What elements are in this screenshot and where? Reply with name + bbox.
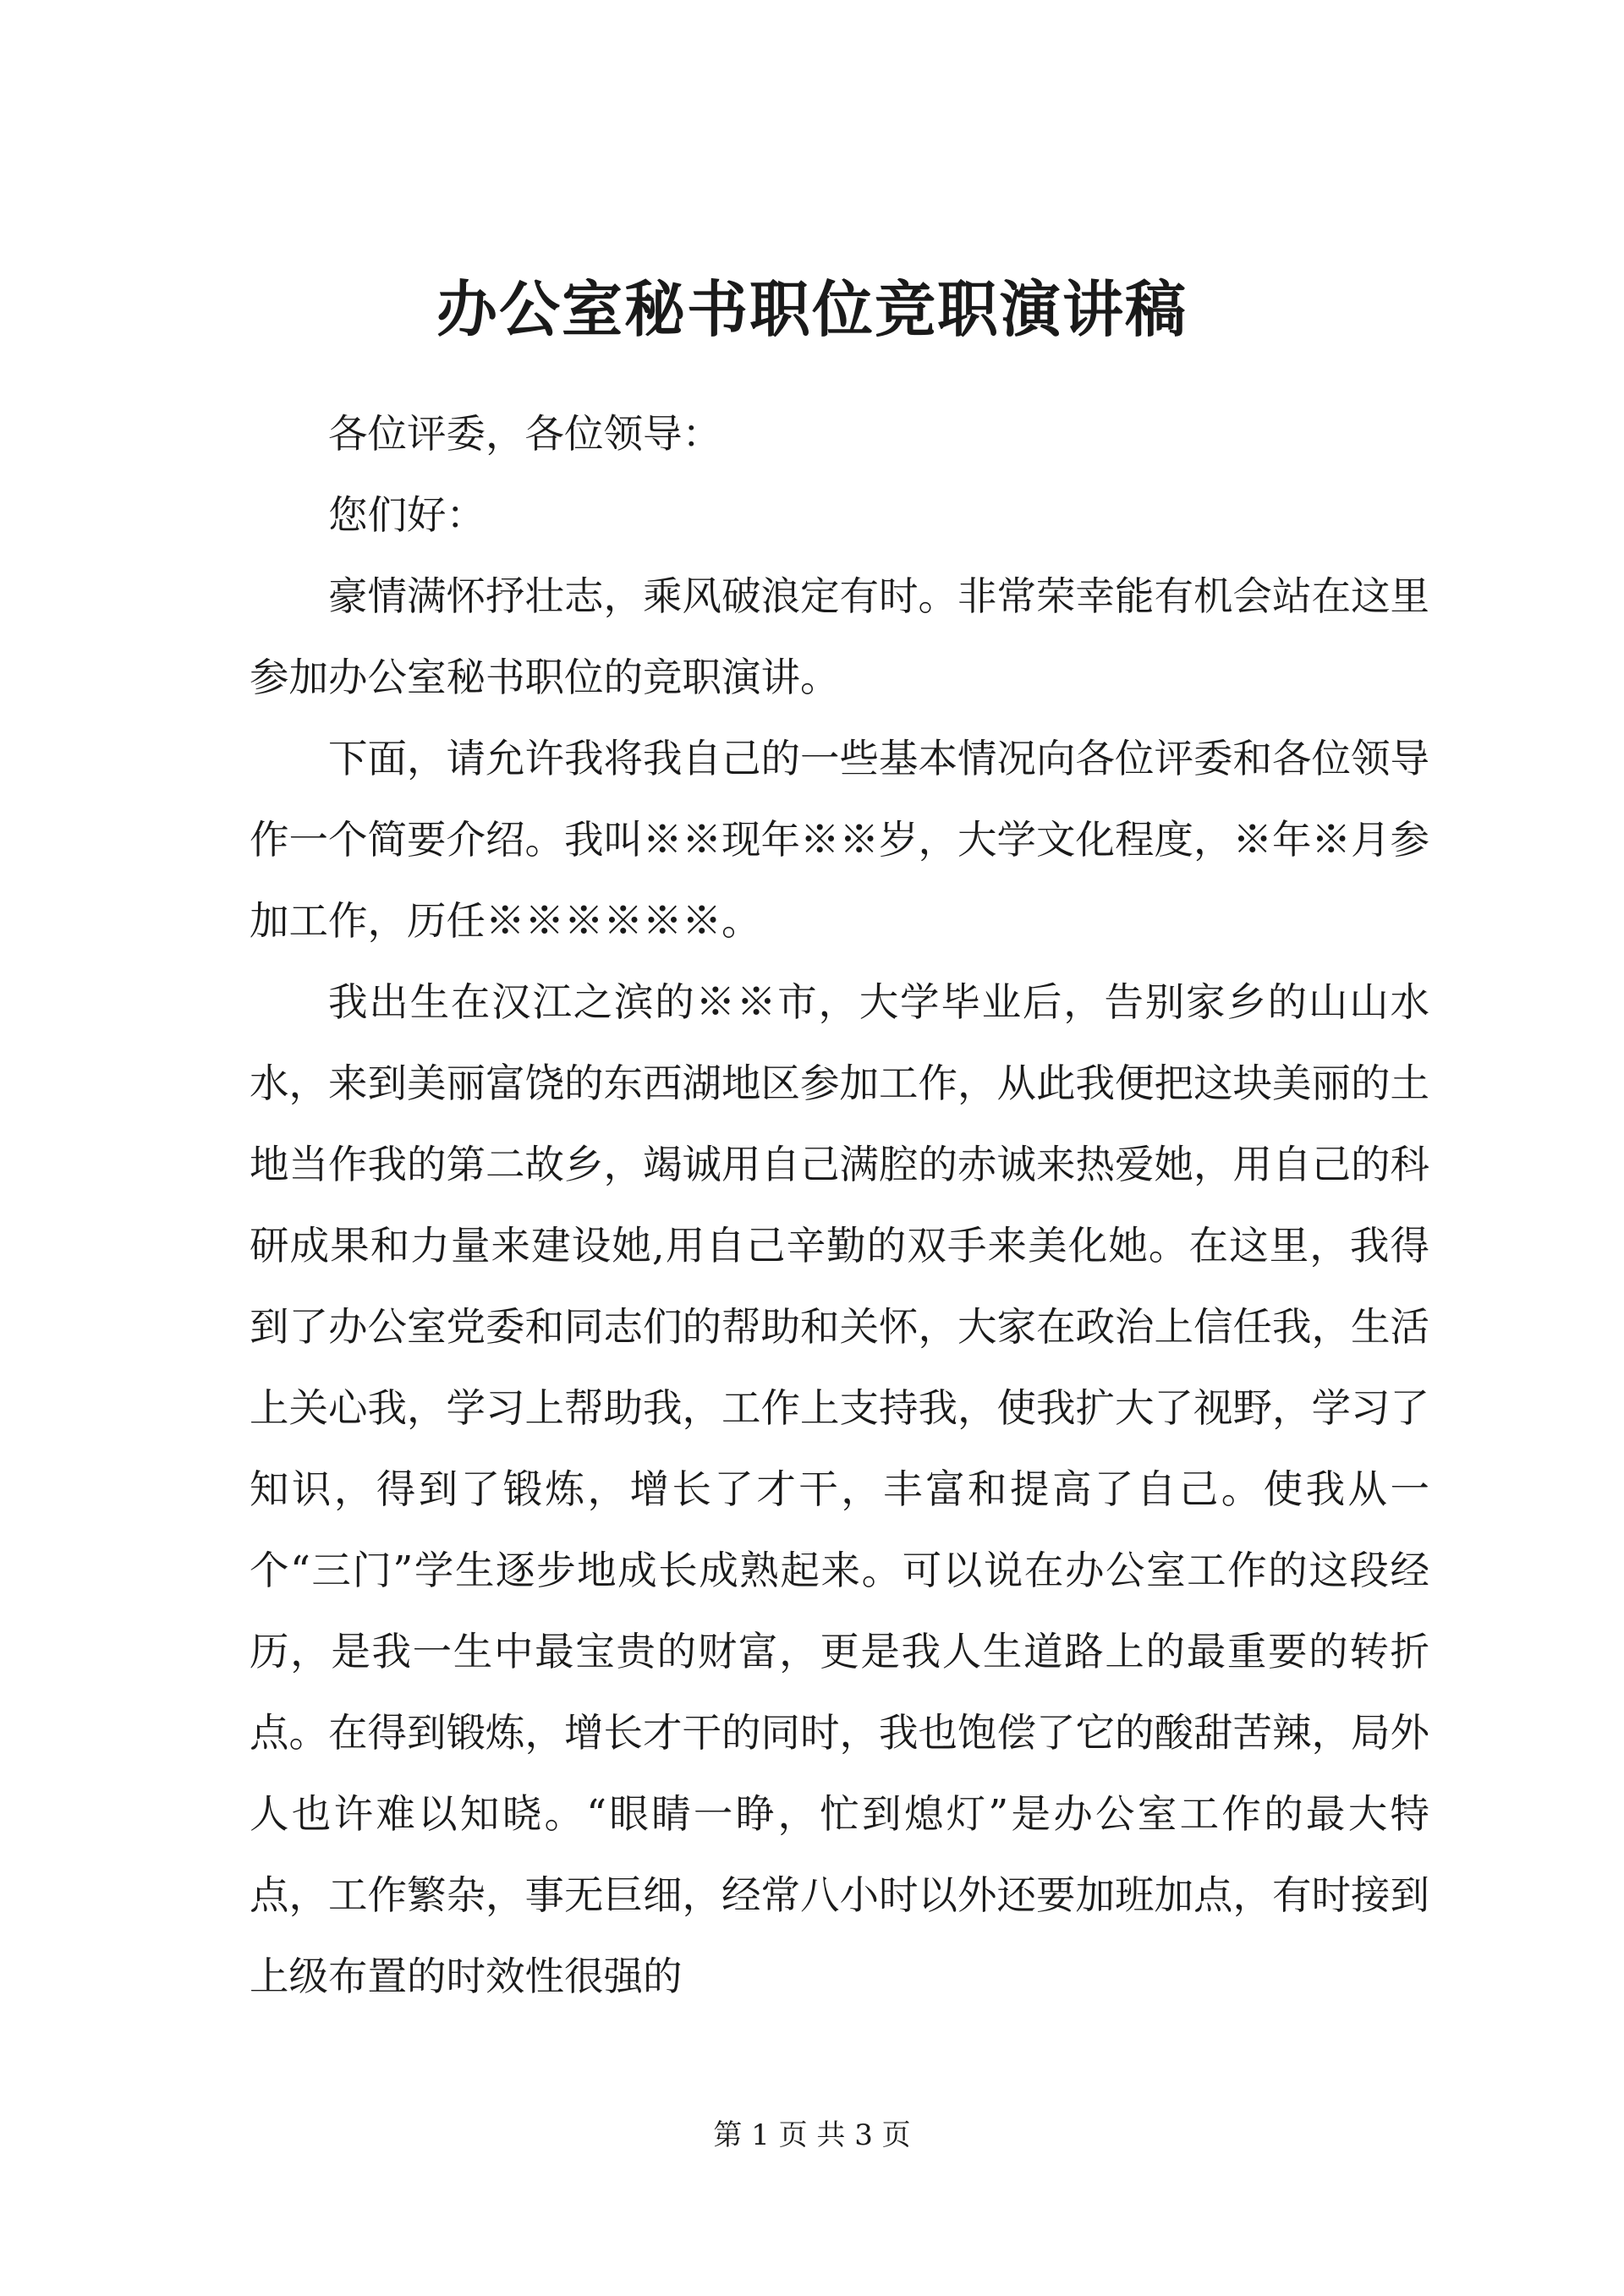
paragraph-greeting: 您们好： bbox=[328, 492, 486, 538]
paragraph-self-introduction: 下面，请允许我将我自己的一些基本情况向各位评委和各位领导作一个简要介绍。我叫※※现年※※岁，大学文化程度，※年※月参加工作，历任※※※※※※。 bbox=[250, 736, 1429, 944]
paragraph-salutation: 各位评委，各位领导： bbox=[328, 411, 721, 457]
page-number: 第 1 页 共 3 页 bbox=[713, 2118, 911, 2152]
document-title: 办公室秘书职位竞职演讲稿 bbox=[436, 273, 1188, 345]
document-body bbox=[250, 393, 1429, 2017]
paragraph-opening: 豪情满怀抒壮志，乘风破浪定有时。非常荣幸能有机会站在这里参加办公室秘书职位的竞职演讲。 bbox=[250, 573, 1429, 700]
paragraph-background: 我出生在汉江之滨的※※市，大学毕业后，告别家乡的山山水水，来到美丽富饶的东西湖地区参加工作，从此我便把这块美丽的土地当作我的第二故乡，竭诚用自己满腔的赤诚来热爱她，用自己的科研成果和力量来建设她,用自己辛勤的双手来美化她。在这里，我得到了办公室党委和同志们的帮助和关怀，大家在政治上信任我，生活上关心我，学习上帮助我，工作上支持我，使我扩大了视野，学习了知识，得到了锻炼，增长了才干，丰富和提高了自己。使我从一个“三门”学生逐步地成长成熟起来。可以说在办公室工作的这段经历，是我一生中最宝贵的财富，更是我人生道路上的最重要的转折点。在得到锻炼，增长才干的同时，我也饱偿了它的酸甜苦辣，局外人也许难以知晓。“眼睛一睁，忙到熄灯”是办公室工作的最大特点，工作繁杂，事无巨细，经常八小时以外还要加班加点，有时接到上级布置的时效性很强的 bbox=[250, 979, 1429, 1999]
